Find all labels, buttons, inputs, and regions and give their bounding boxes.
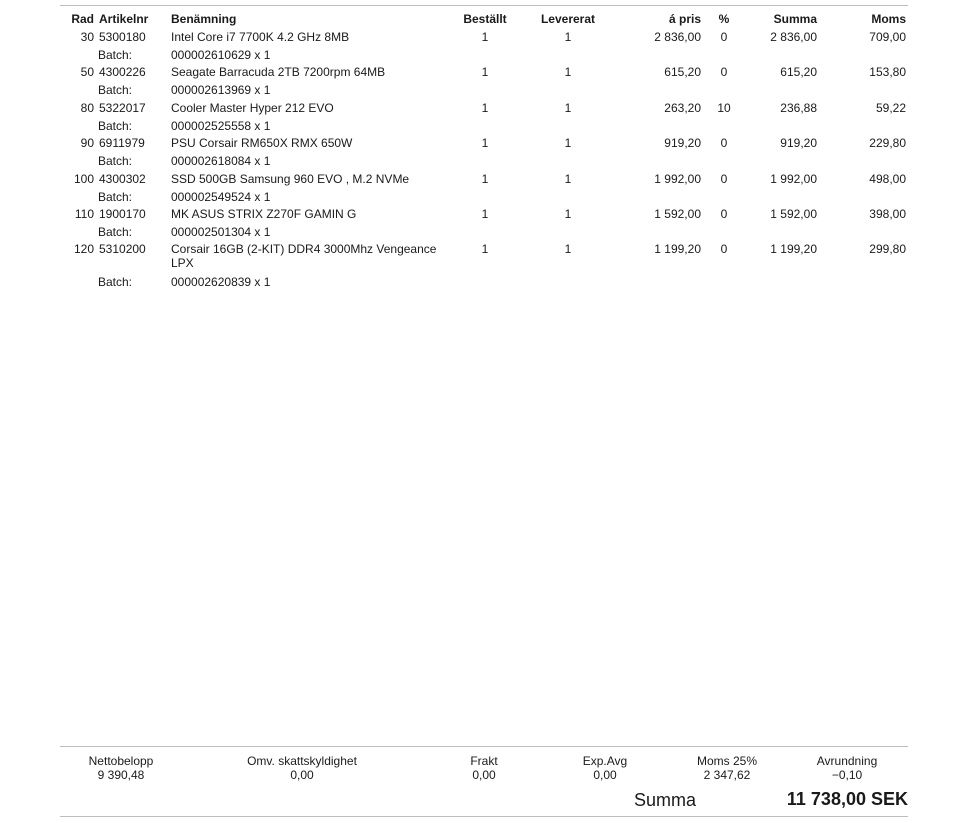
line-summa: 919,20 — [780, 136, 817, 150]
omv-value: 0,00 — [290, 768, 314, 782]
line-summa: 1 592,00 — [770, 207, 817, 221]
line-artikelnr: 4300226 — [99, 65, 146, 79]
line-benamning: PSU Corsair RM650X RMX 650W — [171, 136, 353, 150]
batch-value: 000002610629 x 1 — [171, 48, 271, 62]
line-summa: 1 992,00 — [770, 172, 817, 186]
batch-value: 000002549524 x 1 — [171, 190, 271, 204]
batch-label: Batch: — [97, 83, 132, 97]
line-a-pris: 1 199,20 — [654, 242, 701, 256]
batch-value: 000002620839 x 1 — [171, 275, 271, 289]
batch-label: Batch: — [97, 154, 132, 168]
line-levererat: 1 — [564, 207, 572, 221]
line-summa: 2 836,00 — [770, 30, 817, 44]
line-artikelnr: 4300302 — [99, 172, 146, 186]
line-levererat: 1 — [564, 101, 572, 115]
line-percent: 0 — [720, 30, 728, 44]
line-bestallt: 1 — [481, 65, 489, 79]
line-benamning: Seagate Barracuda 2TB 7200rpm 64MB — [171, 65, 386, 79]
line-bestallt: 1 — [481, 136, 489, 150]
line-rad: 80 — [80, 101, 94, 115]
line-percent: 0 — [720, 172, 728, 186]
footer-divider — [60, 746, 908, 747]
line-rad: 120 — [73, 242, 94, 256]
line-artikelnr: 5310200 — [99, 242, 146, 256]
line-levererat: 1 — [564, 65, 572, 79]
line-moms: 498,00 — [869, 172, 906, 186]
header-a-pris: á pris — [668, 12, 701, 26]
line-bestallt: 1 — [481, 172, 489, 186]
line-summa: 236,88 — [780, 101, 817, 115]
top-divider — [60, 5, 908, 6]
line-moms: 229,80 — [869, 136, 906, 150]
netto-column — [60, 754, 182, 782]
bottom-divider — [60, 816, 908, 817]
line-moms: 59,22 — [875, 101, 906, 115]
line-percent: 0 — [720, 242, 728, 256]
header-levererat: Levererat — [540, 12, 596, 26]
batch-label: Batch: — [97, 119, 132, 133]
line-a-pris: 1 592,00 — [654, 207, 701, 221]
moms-column — [680, 754, 774, 782]
line-summa: 615,20 — [780, 65, 817, 79]
batch-label: Batch: — [97, 190, 132, 204]
line-rad: 30 — [80, 30, 94, 44]
line-rad: 50 — [80, 65, 94, 79]
line-a-pris: 919,20 — [664, 136, 701, 150]
line-benamning: Corsair 16GB (2-KIT) DDR4 3000Mhz Vengeance LPX — [171, 242, 437, 270]
line-levererat: 1 — [564, 30, 572, 44]
line-rad: 90 — [80, 136, 94, 150]
batch-label: Batch: — [97, 225, 132, 239]
line-percent: 10 — [717, 101, 731, 115]
line-moms: 398,00 — [869, 207, 906, 221]
line-a-pris: 263,20 — [664, 101, 701, 115]
line-benamning: MK ASUS STRIX Z270F GAMIN G — [171, 207, 357, 221]
header-rad: Rad — [71, 12, 94, 26]
line-moms: 709,00 — [869, 30, 906, 44]
netto-value: 9 390,48 — [97, 768, 145, 782]
line-levererat: 1 — [564, 172, 572, 186]
header-percent: % — [718, 12, 730, 26]
line-bestallt: 1 — [481, 30, 489, 44]
moms-total-value: 2 347,62 — [703, 768, 751, 782]
line-percent: 0 — [720, 207, 728, 221]
header-bestallt: Beställt — [463, 12, 507, 26]
batch-value: 000002501304 x 1 — [171, 225, 271, 239]
batch-value: 000002525558 x 1 — [171, 119, 271, 133]
frakt-value: 0,00 — [472, 768, 496, 782]
moms-total-label: Moms 25% — [696, 754, 758, 768]
batch-label: Batch: — [97, 275, 132, 289]
header-artikelnr: Artikelnr — [99, 12, 149, 26]
line-a-pris: 1 992,00 — [654, 172, 701, 186]
batch-label: Batch: — [97, 48, 132, 62]
line-rad: 110 — [74, 207, 94, 221]
header-benamning: Benämning — [171, 12, 237, 26]
line-percent: 0 — [720, 65, 728, 79]
netto-label: Nettobelopp — [88, 754, 154, 768]
batch-value: 000002613969 x 1 — [171, 83, 271, 97]
line-benamning: SSD 500GB Samsung 960 EVO , M.2 NVMe — [171, 172, 410, 186]
frakt-label: Frakt — [470, 754, 498, 768]
line-levererat: 1 — [564, 242, 572, 256]
batch-value: 000002618084 x 1 — [171, 154, 271, 168]
line-artikelnr: 5300180 — [99, 30, 146, 44]
omv-column — [222, 754, 382, 782]
line-a-pris: 615,20 — [664, 65, 701, 79]
line-rad: 100 — [73, 172, 94, 186]
line-summa: 1 199,20 — [770, 242, 817, 256]
line-bestallt: 1 — [481, 207, 489, 221]
line-levererat: 1 — [564, 136, 572, 150]
grand-total-value: 11 738,00 SEK — [786, 789, 908, 809]
line-artikelnr: 1900170 — [99, 207, 146, 221]
avrundning-value: −0,10 — [831, 768, 863, 782]
header-moms: Moms — [871, 12, 906, 26]
line-bestallt: 1 — [481, 101, 489, 115]
exp-avg-value: 0,00 — [593, 768, 617, 782]
line-bestallt: 1 — [481, 242, 489, 256]
line-moms: 299,80 — [869, 242, 906, 256]
avrundning-column — [800, 754, 894, 782]
exp-avg-column — [565, 754, 645, 782]
line-artikelnr: 6911979 — [99, 136, 145, 150]
frakt-column — [444, 754, 524, 782]
line-moms: 153,80 — [869, 65, 906, 79]
line-benamning: Intel Core i7 7700K 4.2 GHz 8MB — [171, 30, 350, 44]
avrundning-label: Avrundning — [816, 754, 878, 768]
line-artikelnr: 5322017 — [99, 101, 146, 115]
line-benamning: Cooler Master Hyper 212 EVO — [171, 101, 334, 115]
line-percent: 0 — [720, 136, 728, 150]
grand-total-label: Summa — [634, 790, 697, 810]
header-summa: Summa — [773, 12, 817, 26]
exp-avg-label: Exp.Avg — [582, 754, 628, 768]
omv-label: Omv. skattskyldighet — [247, 754, 357, 768]
line-a-pris: 2 836,00 — [654, 30, 701, 44]
